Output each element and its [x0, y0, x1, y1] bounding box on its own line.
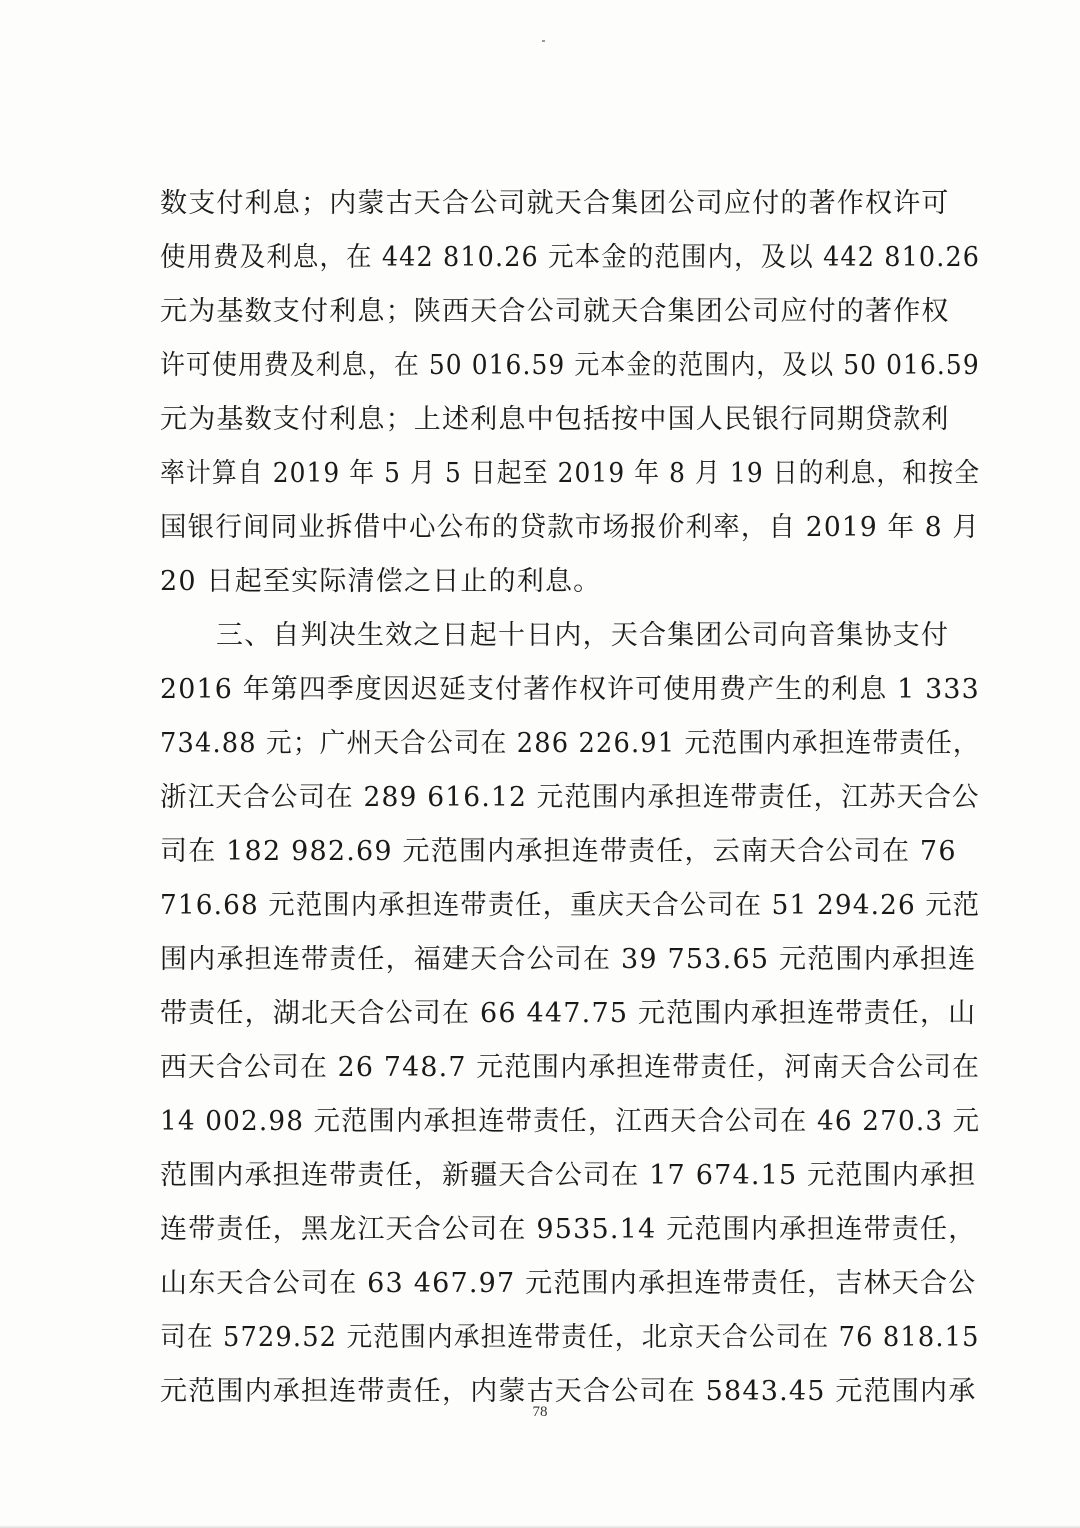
text-line: 山东天合公司在 63 467.97 元范围内承担连带责任，吉林天合公: [160, 1268, 977, 1299]
paragraph-first-line: 三、自判决生效之日起十日内，天合集团公司向音集协支付: [216, 620, 950, 651]
text-line: 元范围内承担连带责任，内蒙古天合公司在 5843.45 元范围内承: [160, 1376, 977, 1407]
text-line: 14 002.98 元范围内承担连带责任，江西天合公司在 46 270.3 元: [160, 1106, 981, 1137]
text-line: 司在 182 982.69 元范围内承担连带责任，云南天合公司在 76: [160, 836, 957, 867]
text-line: 带责任，湖北天合公司在 66 447.75 元范围内承担连带责任，山: [160, 998, 977, 1029]
text-line: 围内承担连带责任，福建天合公司在 39 753.65 元范围内承担连: [160, 944, 977, 975]
text-line: 数支付利息；内蒙古天合公司就天合集团公司应付的著作权许可: [160, 188, 950, 219]
text-line: 率计算自 2019 年 5 月 5 日起至 2019 年 8 月 19 日的利息，和按全: [160, 458, 981, 489]
text-line: 元为基数支付利息；陕西天合公司就天合集团公司应付的著作权: [160, 296, 950, 327]
page-number: 78: [532, 1404, 548, 1420]
scan-mark: [542, 40, 545, 42]
text-line: 连带责任，黑龙江天合公司在 9535.14 元范围内承担连带责任，: [160, 1214, 977, 1245]
text-line: 范围内承担连带责任，新疆天合公司在 17 674.15 元范围内承担: [160, 1160, 977, 1191]
text-line: 734.88 元；广州天合公司在 286 226.91 元范围内承担连带责任，: [160, 728, 980, 759]
text-line: 西天合公司在 26 748.7 元范围内承担连带责任，河南天合公司在: [160, 1052, 981, 1083]
text-line: 716.68 元范围内承担连带责任，重庆天合公司在 51 294.26 元范: [160, 890, 981, 921]
text-line: 元为基数支付利息；上述利息中包括按中国人民银行同期贷款利: [160, 404, 950, 435]
text-line: 使用费及利息，在 442 810.26 元本金的范围内，及以 442 810.26: [160, 242, 981, 273]
text-line: 20 日起至实际清偿之日止的利息。: [160, 566, 602, 597]
text-line: 浙江天合公司在 289 616.12 元范围内承担连带责任，江苏天合公: [160, 782, 980, 813]
text-line: 2016 年第四季度因迟延支付著作权许可使用费产生的利息 1 333: [160, 674, 980, 705]
text-line: 国银行间同业拆借中心公布的贷款市场报价利率，自 2019 年 8 月: [160, 512, 981, 543]
text-line: 许可使用费及利息，在 50 016.59 元本金的范围内，及以 50 016.59: [160, 350, 980, 381]
text-line: 司在 5729.52 元范围内承担连带责任，北京天合公司在 76 818.15: [160, 1322, 980, 1353]
